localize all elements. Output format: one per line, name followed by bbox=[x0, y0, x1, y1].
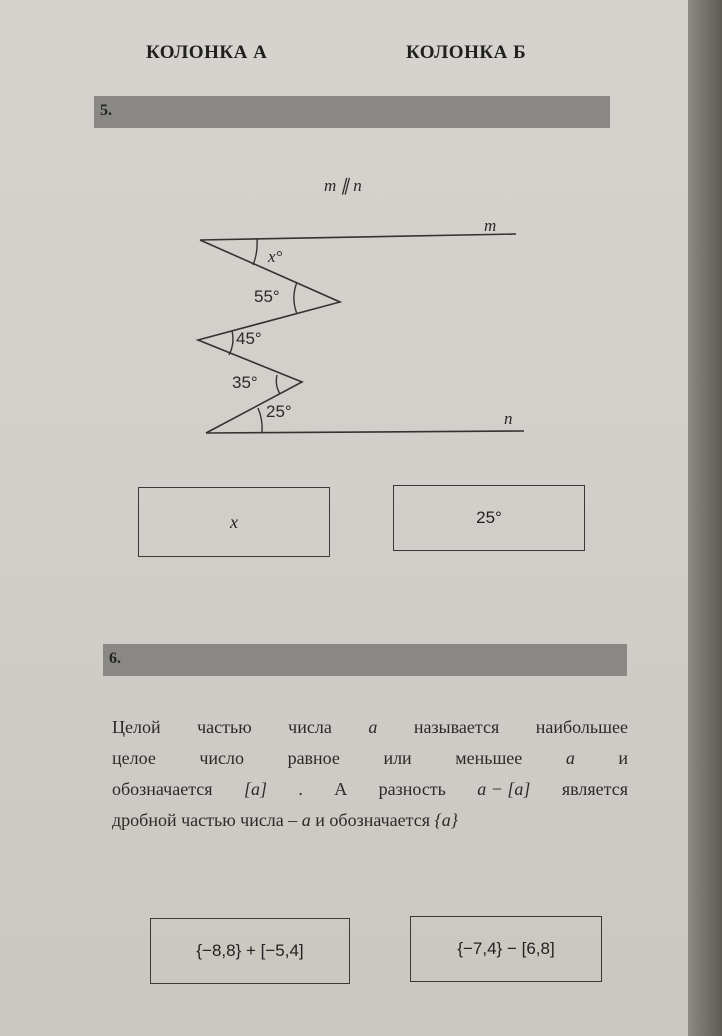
task-6-column-b-box bbox=[410, 916, 602, 982]
angle-x-label: x° bbox=[268, 247, 283, 266]
task-6-definition bbox=[112, 712, 628, 836]
task-6-number: 6. bbox=[109, 650, 121, 667]
definition-line-1: Целой частью числа a называется наибольшее bbox=[112, 717, 628, 737]
angle-25-label: 25° bbox=[266, 402, 292, 421]
column-a-title: КОЛОНКА А bbox=[146, 42, 268, 63]
line-m bbox=[200, 234, 516, 240]
angle-25-arc bbox=[258, 408, 262, 432]
angle-35-arc bbox=[276, 375, 280, 394]
task-6-header bbox=[103, 644, 627, 676]
angle-55-arc bbox=[294, 282, 297, 314]
line-n bbox=[206, 431, 524, 433]
angle-x-arc bbox=[253, 239, 257, 265]
task-6-column-b-value: {−7,4} − [6,8] bbox=[457, 939, 555, 958]
definition-line-3: обозначается [a] . А разность a − [a] является bbox=[112, 779, 628, 799]
line-m-label: m bbox=[484, 216, 497, 235]
task-5-column-b-value: 25° bbox=[476, 508, 502, 527]
task-6-column-a-value: {−8,8} + [−5,4] bbox=[196, 941, 304, 960]
page-edge-shadow bbox=[688, 0, 722, 1036]
line-n-label: n bbox=[504, 409, 513, 428]
angle-55-label: 55° bbox=[254, 287, 280, 306]
column-b-title: КОЛОНКА Б bbox=[406, 42, 527, 63]
task-6-column-a-box bbox=[150, 918, 350, 984]
definition-line-4: дробной частью числа – a и обозначается {a} bbox=[112, 810, 458, 830]
angle-35-label: 35° bbox=[232, 373, 258, 392]
parallel-condition: m ∥ n bbox=[324, 176, 362, 195]
task-5-number: 5. bbox=[100, 102, 112, 119]
task-5-column-a-box bbox=[138, 487, 330, 557]
task-5-column-b-box bbox=[393, 485, 585, 551]
task-5-column-a-value: x bbox=[230, 511, 238, 532]
angle-45-label: 45° bbox=[236, 329, 262, 348]
angle-45-arc bbox=[229, 331, 233, 355]
definition-line-2: целое число равное или меньшее a и bbox=[112, 748, 628, 768]
parallel-lines-figure bbox=[0, 0, 688, 470]
